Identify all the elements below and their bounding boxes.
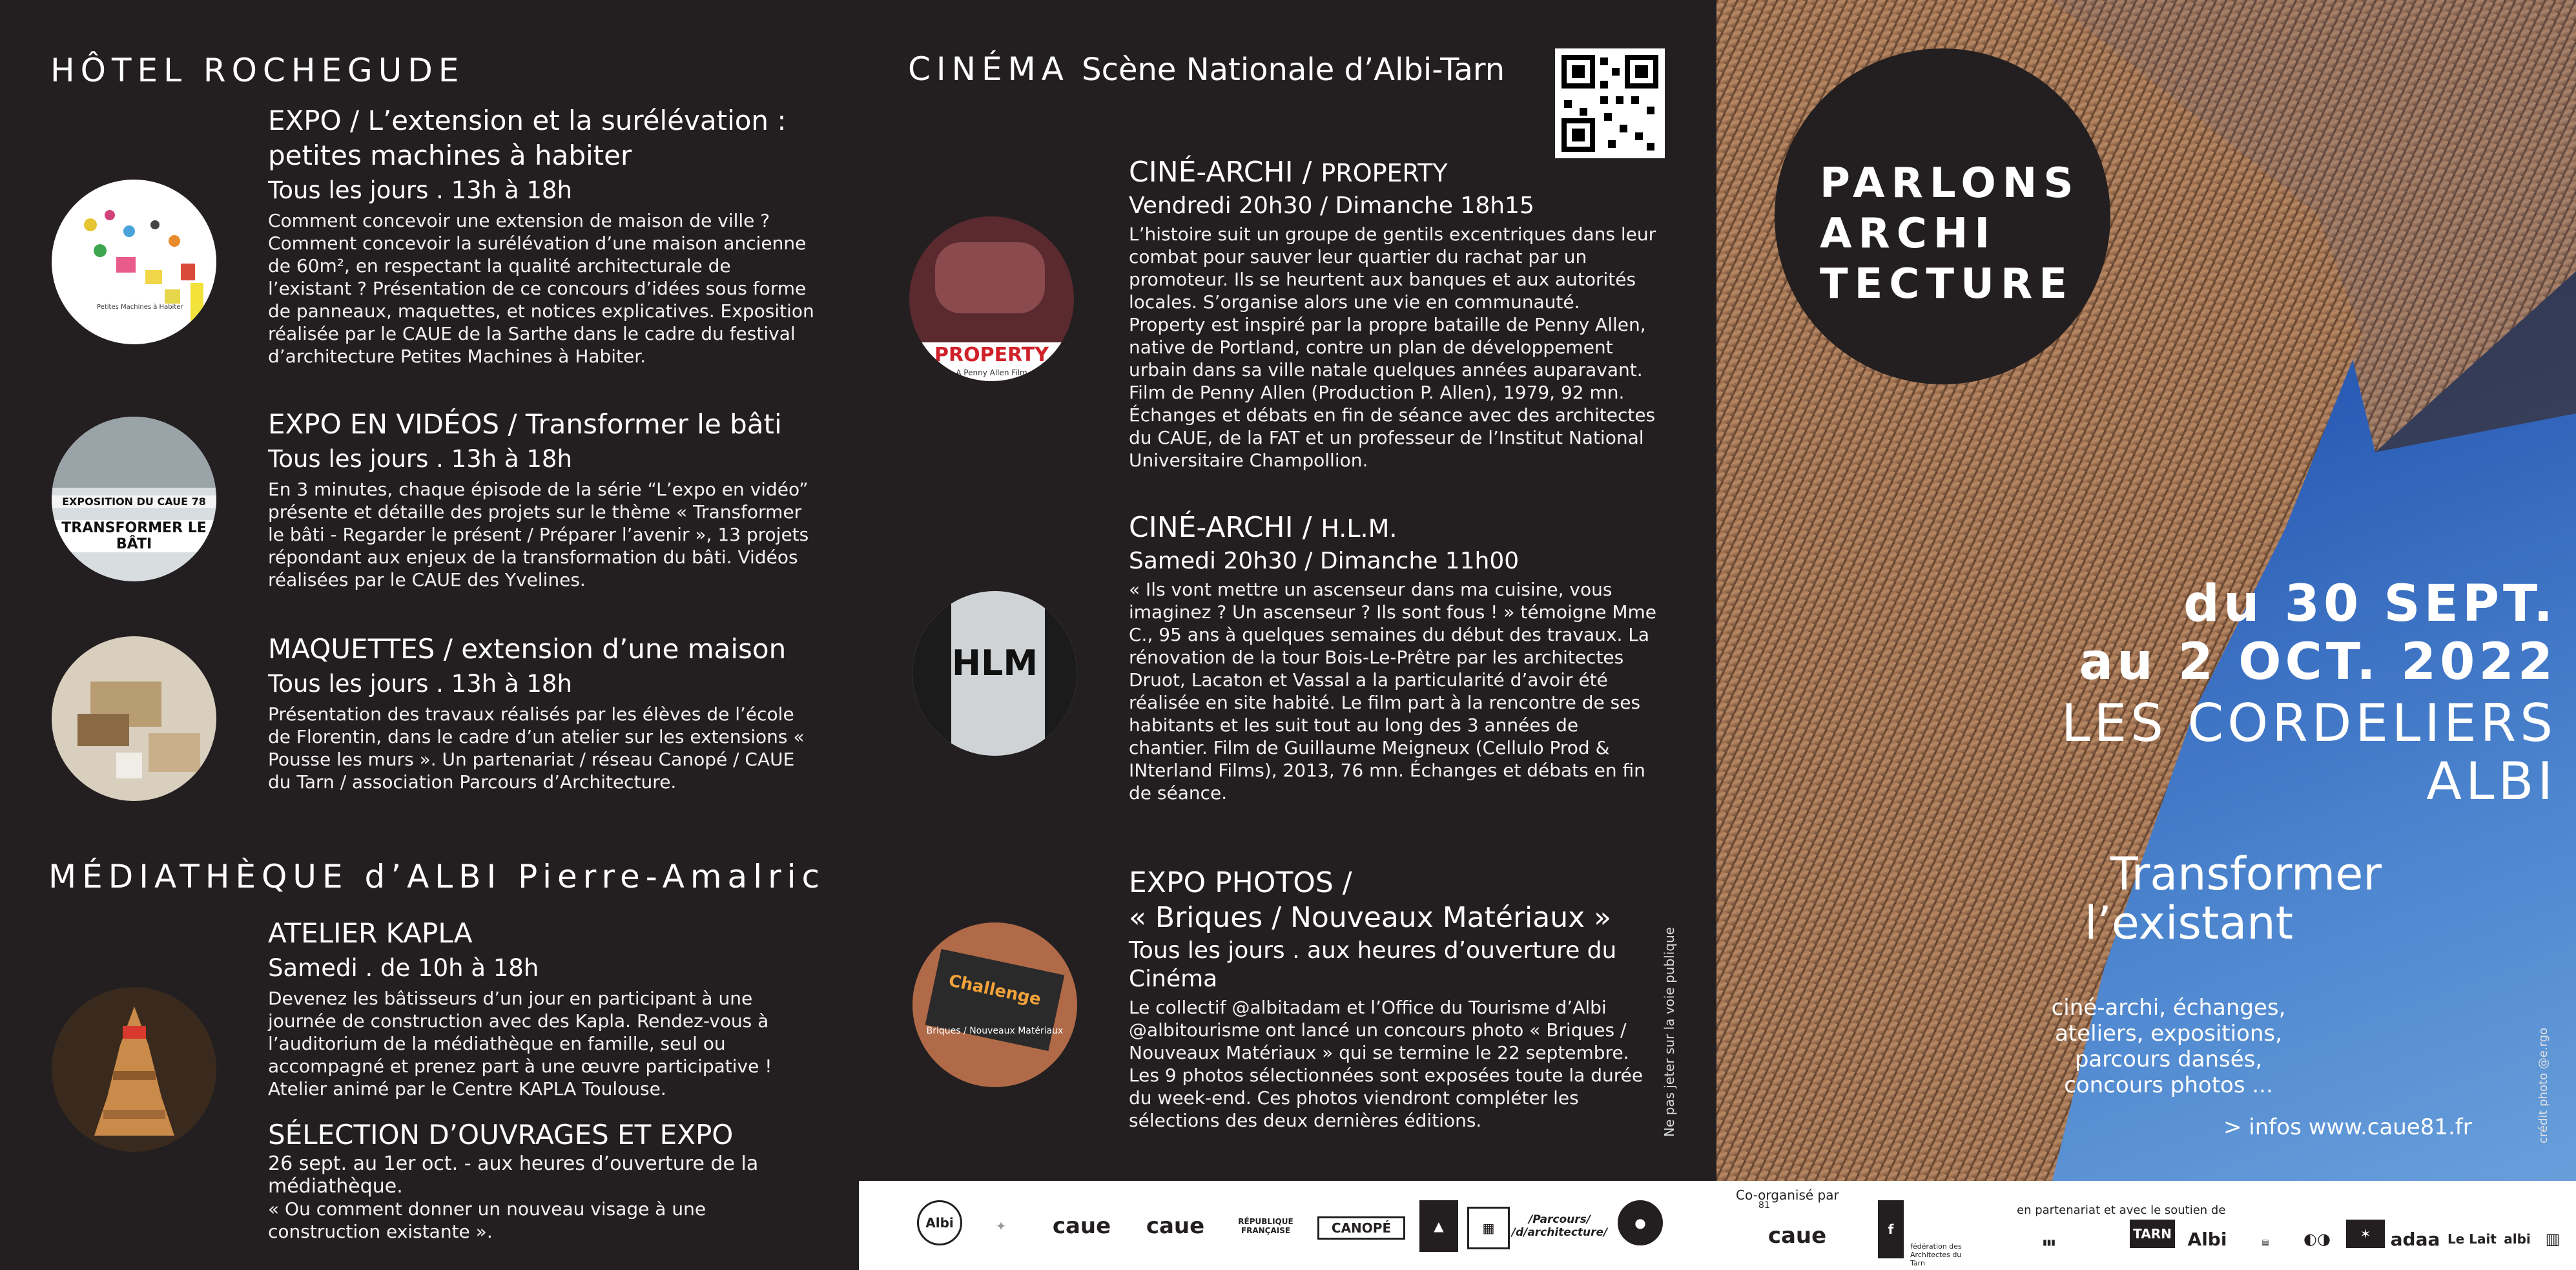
- event-schedule: Tous les jours . 13h à 18h: [268, 670, 572, 698]
- oeuvre-logo-icon: ✦: [995, 1218, 1007, 1234]
- event-dates: [2079, 575, 2557, 691]
- event-thumb-maquettes: [52, 636, 216, 801]
- ordre-logo-icon: ◐◑: [2303, 1230, 2331, 1248]
- event-extension: [268, 103, 817, 368]
- activities-line-3: parcours dansés,: [2074, 1046, 2263, 1072]
- event-title-line2: petites machines à habiter: [268, 140, 632, 171]
- event-theme: [2085, 849, 2382, 948]
- event-selection: [268, 1118, 817, 1243]
- caue-78-logo-icon: caue: [1052, 1213, 1111, 1239]
- left-panel: [0, 0, 858, 1270]
- tourisme-logo-icon: ▲: [1419, 1200, 1458, 1252]
- event-description: « Ou comment donner un nouveau visage à une construction existante ».: [268, 1198, 706, 1242]
- event-photos: [1129, 866, 1658, 1132]
- event-description: « Ils vont mettre un ascenseur dans ma cuisine, vous imaginez ? Un ascenseur ? Ils sont fous ! » témoigne Mme C., 95 ans à quelques semaines du début des travaux. La rénovation de la tour Bois-Le-Prêtre par les architectes Druot, Lacaton et Vassal a la particularité d’avoir été réalisée en site habité. Le film part à la rencontre de ses habitants et les suit tout au long des 3 années de chantier. Film de Guillaume Meigneux (Cellulo Prod & INterland Films), 2013, 76 mn. Échanges et débats en fin de séance.: [1129, 579, 1657, 804]
- middle-panel: [858, 0, 1716, 1270]
- event-kapla: [268, 916, 817, 1100]
- footer-partners-right: [1716, 1181, 2576, 1270]
- thumb-caption-2: TRANSFORMER LE BÂTI: [52, 520, 216, 552]
- caue-81-logo-icon: caue: [1767, 1223, 1827, 1249]
- date-line-2: au 2 OCT. 2022: [2079, 633, 2557, 691]
- thumb-caption: EXPOSITION DU CAUE 78: [52, 495, 216, 508]
- event-schedule: Vendredi 20h30 / Dimanche 18h15: [1129, 193, 1534, 219]
- event-thumb-kapla: [52, 987, 216, 1152]
- thumb-caption: HLM: [951, 643, 1038, 683]
- event-description: Présentation des travaux réalisés par les élèves de l’école de Florentin, dans le cadre d’un atelier sur les extensions « Pousse les murs ». Un partenariat / réseau Canopé / CAUE du Tarn / association Parcours d’Architecture.: [268, 703, 805, 793]
- cover-panel: [1716, 0, 2576, 1270]
- event-title: EXPO EN VIDÉOS / Transformer le bâti: [268, 408, 782, 440]
- event-title-line2: « Briques / Nouveaux Matériaux »: [1129, 901, 1612, 934]
- event-thumb-property: [909, 216, 1074, 381]
- event-description: L’histoire suit un groupe de gentils excentriques dans leur combat pour sauver leur quartier du rachat par un promoteur. Ils se heurtent aux banques et aux autorités locales. S’organise alors une vie en communauté. Property est inspiré par la propre bataille de Penny Allen, native de Portland, contre un plan de développement urbain dans sa ville natale quelques années auparavant. Film de Penny Allen (Production P. Allen), 1979, 92 mn. Échanges et débats en fin de séance avec des architectes du CAUE, de la FAT et un professeur de l’Institut National Universitaire Champollion.: [1129, 224, 1656, 471]
- activities-line-1: ciné-archi, échanges,: [2051, 995, 2286, 1021]
- event-schedule: Samedi . de 10h à 18h: [268, 954, 539, 982]
- event-maquettes: [268, 632, 817, 793]
- infos-link[interactable]: > infos www.caue81.fr: [2223, 1114, 2472, 1140]
- lelait-logo-icon: Le Lait: [2447, 1231, 2497, 1247]
- footer-partners-left: [859, 1181, 1716, 1270]
- canope-logo-icon: CANOPÉ: [1317, 1216, 1405, 1240]
- event-schedule: 26 sept. au 1er oct. - aux heures d’ouverture de la médiathèque.: [268, 1152, 759, 1198]
- event-place: [2061, 694, 2557, 811]
- event-videos: [268, 407, 817, 591]
- thumb-caption: Challenge: [947, 971, 1043, 1010]
- event-title: [1129, 510, 1658, 546]
- event-schedule: Tous les jours . aux heures d’ouverture du Cinéma: [1129, 937, 1617, 992]
- federation-logo-icon: f: [1878, 1200, 1904, 1258]
- event-thumb-hlm: [912, 591, 1077, 756]
- maquette-illustration-icon: [52, 636, 216, 801]
- event-hlm: [1129, 510, 1658, 804]
- place-line-2: ALBI: [2426, 751, 2557, 811]
- qr-pattern: [1555, 48, 1665, 158]
- hotel-title: HÔTEL ROCHEGUDE: [50, 52, 465, 89]
- vertical-note: Ne pas jeter sur la voie publique: [1662, 927, 1677, 1137]
- fab-logo-icon: ▦: [1467, 1207, 1510, 1249]
- dance-company-logo-icon: ✶: [2346, 1220, 2385, 1248]
- event-schedule: Tous les jours . 13h à 18h: [268, 445, 572, 473]
- event-title-film: H.L.M.: [1321, 514, 1397, 543]
- event-title: EXPO / L’extension et la surélévation :: [268, 105, 787, 136]
- partenariat-label: en partenariat et avec le soutien de: [2017, 1203, 2226, 1217]
- qr-code-icon[interactable]: [1555, 48, 1665, 158]
- thumb-subcaption: Briques / Nouveaux Matériaux: [926, 1026, 1064, 1036]
- coorganise-label: Co-organisé par: [1736, 1187, 1839, 1203]
- caue-72-logo-icon: caue: [1146, 1213, 1205, 1239]
- parcours-architecture-logo-icon: /Parcours/ /d/architecture/: [1511, 1213, 1608, 1239]
- event-thumb-extension: [52, 180, 216, 344]
- albi-logo-icon: Albi: [2187, 1228, 2227, 1250]
- event-schedule: Samedi 20h30 / Dimanche 11h00: [1129, 548, 1520, 574]
- logo-text: [1820, 158, 2079, 309]
- event-title: MAQUETTES / extension d’une maison: [268, 633, 787, 665]
- federation-label: fédération des Architectes du Tarn: [1910, 1242, 1962, 1267]
- logo-line-1: PARLONS: [1820, 160, 2080, 207]
- thumb-subcaption: A Penny Allen Film: [956, 368, 1027, 377]
- event-schedule: Tous les jours . 13h à 18h: [268, 176, 572, 204]
- thumb-caption: PROPERTY: [934, 344, 1049, 366]
- adaa-logo-icon: adaa: [2390, 1228, 2440, 1250]
- event-title: SÉLECTION D’OUVRAGES ET EXPO: [268, 1119, 734, 1150]
- place-line-1: LES CORDELIERS: [2061, 693, 2557, 753]
- event-property: [1129, 155, 1658, 472]
- event-title-film: PROPERTY: [1321, 159, 1448, 187]
- theme-line-1: Transformer: [2110, 848, 2382, 900]
- date-line-1: du 30 SEPT.: [2183, 575, 2557, 633]
- tarn-logo-icon: TARN: [2130, 1220, 2175, 1248]
- logo-line-2: ARCHI: [1820, 210, 1997, 258]
- albi-tourisme-logo-icon: albi: [2504, 1231, 2531, 1247]
- svg-text:Petites Machines à Habiter: Petites Machines à Habiter: [97, 304, 183, 311]
- parlons-architecture-logo: [1775, 48, 2110, 384]
- kapla-tower-icon: [52, 987, 216, 1152]
- event-thumb-photos: [912, 922, 1077, 1087]
- extension-illustration-icon: [52, 180, 216, 344]
- caue81-number: 81: [1758, 1200, 1770, 1211]
- prefet-logo-icon: ▮▮▮: [2043, 1238, 2056, 1247]
- event-activities: [2020, 995, 2317, 1098]
- cinema-name: Scène Nationale d’Albi-Tarn: [1082, 52, 1505, 88]
- event-description: En 3 minutes, chaque épisode de la série “L’expo en vidéo” présente et détaille des projets sur le thème « Transformer le bâti - Regarder le présent / Préparer l’avenir », 13 projets répondant aux enjeux de la transformation du bâti. Vidéos réalisées par le CAUE des Yvelines.: [268, 479, 809, 590]
- mediatheque-title: MÉDIATHÈQUE d’ALBI Pierre-Amalric: [48, 858, 826, 895]
- albitadam-logo-icon: Albi: [917, 1200, 962, 1245]
- event-title-prefix: CINÉ-ARCHI /: [1129, 156, 1321, 189]
- cinema-header: [908, 50, 1505, 88]
- event-thumb-videos: [52, 417, 216, 581]
- event-title: ATELIER KAPLA: [268, 917, 473, 949]
- republique-francaise-logo-icon: RÉPUBLIQUE FRANÇAISE: [1238, 1217, 1293, 1235]
- architectes-logo-icon: ▤: [2262, 1238, 2269, 1247]
- activities-line-4: concours photos ...: [2064, 1072, 2273, 1098]
- photo-credit: crédit photo @e.rgo: [2537, 1027, 2550, 1143]
- activities-line-2: ateliers, expositions,: [2055, 1021, 2282, 1046]
- event-title: [1129, 155, 1658, 191]
- barcode-logo-icon: ▥: [2545, 1230, 2561, 1248]
- cinema-word: CINÉMA: [908, 50, 1069, 88]
- event-title: EXPO PHOTOS /: [1129, 866, 1352, 899]
- theme-line-2: l’existant: [2085, 897, 2294, 950]
- event-description: Comment concevoir une extension de maison de ville ? Comment concevoir la surélévation d’une maison ancienne de 60m², en respectant la qualité architecturale de l’existant ? Présentation de ce concours d’idées sous forme de panneaux, maquettes, et notices explicatives. Exposition réalisée par le CAUE de la Sarthe dans le cadre du festival d’architecture Petites Machines à Habiter.: [268, 210, 814, 367]
- event-description: Le collectif @albitadam et l’Office du Tourisme d’Albi @albitourisme ont lancé un concours photo « Briques / Nouveaux Matériaux » qui se termine le 22 septembre. Les 9 photos sélectionnées sont exposées toute la durée du week-end. Ces photos viendront compléter les sélections des deux dernières éditions.: [1129, 997, 1643, 1131]
- dance-logo-icon: ●: [1618, 1200, 1663, 1245]
- logo-line-3: TECTURE: [1820, 260, 2074, 308]
- event-title-prefix: CINÉ-ARCHI /: [1129, 511, 1321, 544]
- event-description: Devenez les bâtisseurs d’un jour en participant à une journée de construction avec des Kapla. Rendez-vous à l’auditorium de la médiathèque en famille, seul ou accompagné et prenez part à une œuvre participative ! Atelier animé par le Centre KAPLA Toulouse.: [268, 988, 772, 1099]
